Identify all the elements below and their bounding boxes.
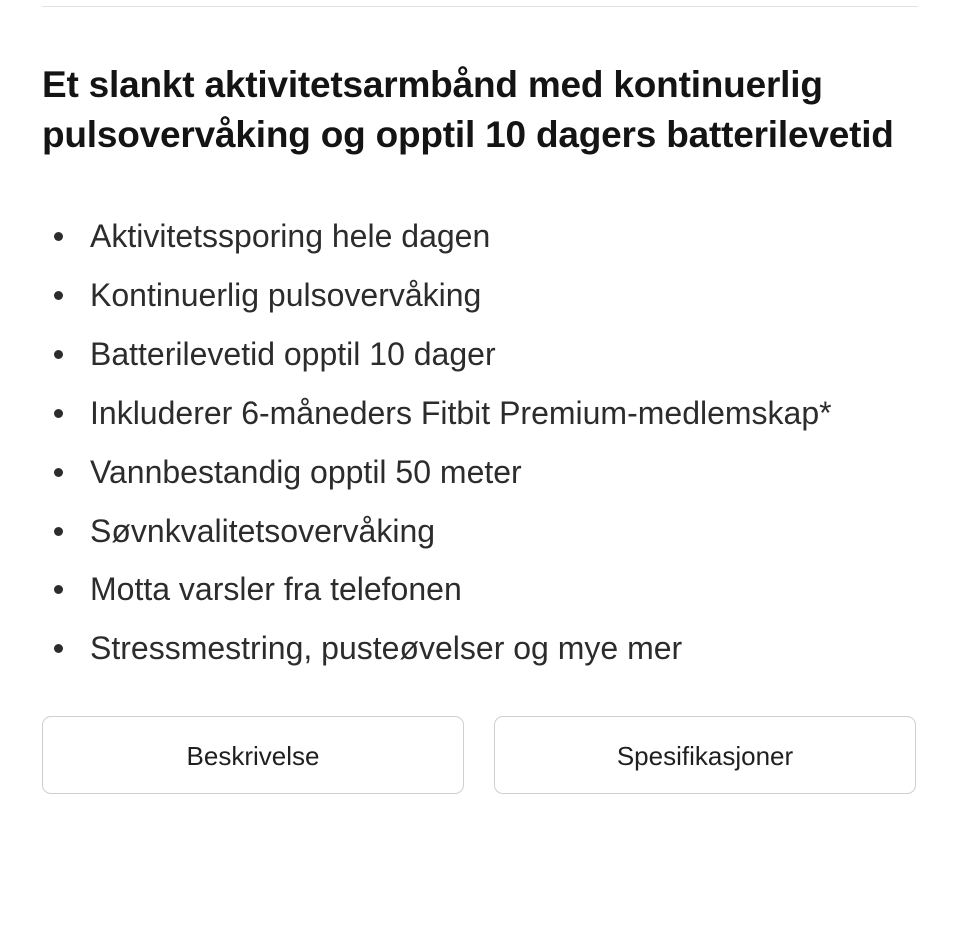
bullet-icon [54,585,63,594]
feature-list [42,207,916,678]
list-item [42,207,916,266]
bullet-icon [54,644,63,653]
list-item-label: Stressmestring, pusteøvelser og mye mer [90,630,683,667]
list-item [42,560,916,619]
list-item-label: Vannbestandig opptil 50 meter [90,453,522,490]
list-item-label: Batterilevetid opptil 10 dager [90,335,496,372]
list-item-label: Motta varsler fra telefonen [90,571,462,608]
page-title: Et slankt aktivitetsarmbånd med kontinuerlig pulsovervåking og opptil 10 dagers batterilevetid [42,64,894,155]
list-item-label: Kontinuerlig pulsovervåking [90,277,482,314]
bullet-icon [54,232,63,241]
bullet-icon [54,350,63,359]
list-item [42,502,916,561]
list-item [42,266,916,325]
list-item [42,443,916,502]
tab-button-group [42,716,916,794]
bullet-icon [54,468,63,477]
list-item-label: Søvnkvalitetsovervåking [90,512,436,549]
tab-beskrivelse[interactable]: Beskrivelse [42,716,464,794]
bullet-icon [54,291,63,300]
list-item-label: Aktivitetssporing hele dagen [90,218,491,255]
list-item-label: Inkluderer 6-måneders Fitbit Premium-medlemskap* [90,394,832,431]
tab-spesifikasjoner[interactable]: Spesifikasjoner [494,716,916,794]
bullet-icon [54,527,63,536]
list-item [42,325,916,384]
bullet-icon [54,409,63,418]
list-item [42,619,916,678]
list-item [42,384,916,443]
